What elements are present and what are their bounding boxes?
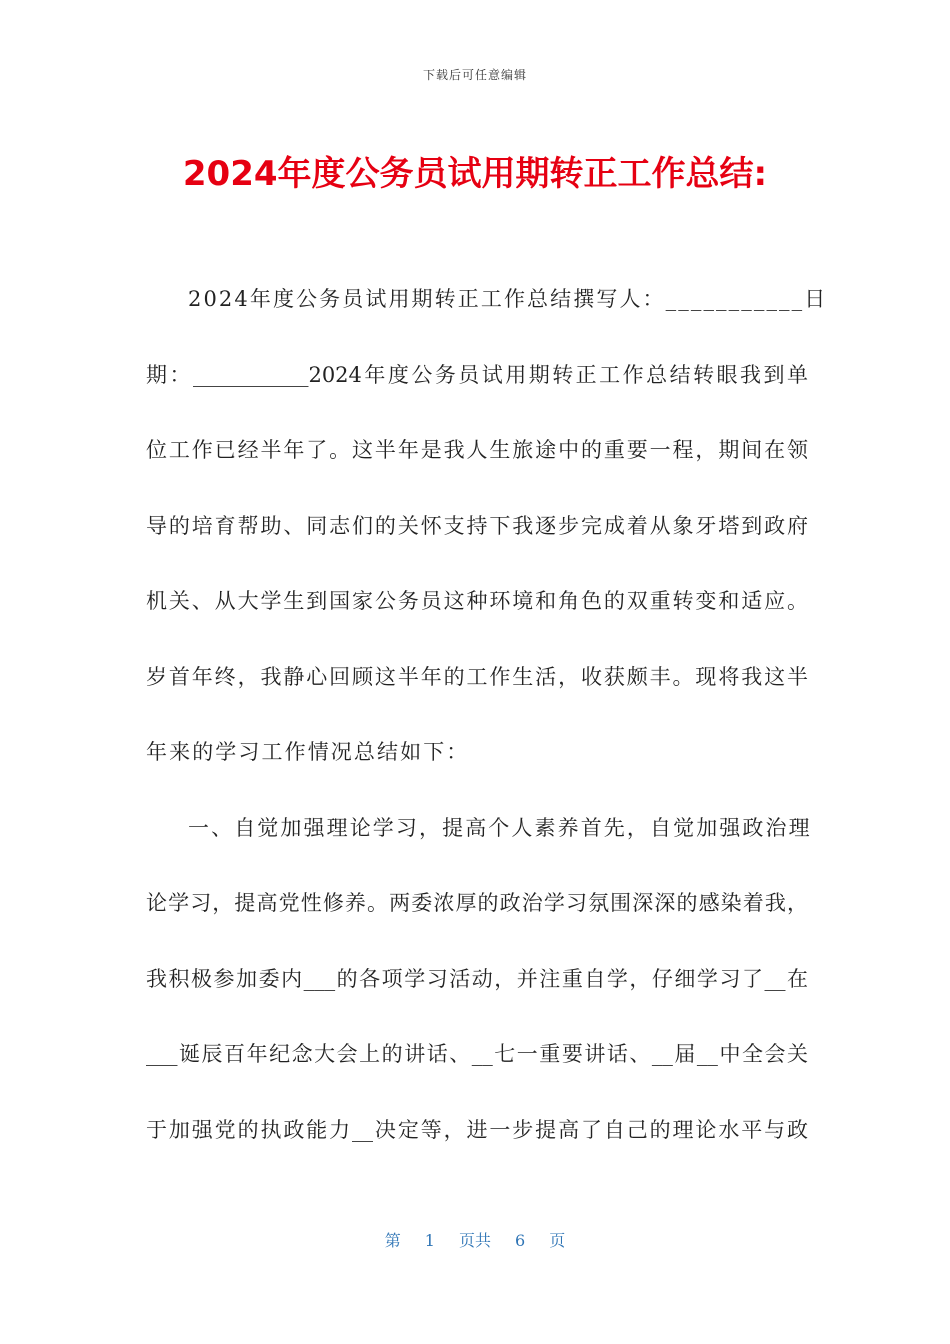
paragraph-line: 于加强党的执政能力__决定等，进一步提高了自己的理论水平与政: [146, 1117, 808, 1142]
paragraph-line: 我积极参加委内___的各项学习活动，并注重自学，仔细学习了__在: [146, 966, 808, 991]
paragraph-line: 导的培育帮助、同志们的关怀支持下我逐步完成着从象牙塔到政府: [146, 513, 808, 538]
paragraph-line: ___诞辰百年纪念大会上的讲话、__七一重要讲话、__届__中全会关: [146, 1042, 808, 1066]
header-note: 下载后可任意编辑: [422, 68, 527, 82]
paragraph-line: 机关、从大学生到国家公务员这种环境和角色的双重转变和适应。: [146, 589, 808, 613]
paragraph-line: 年来的学习工作情况总结如下：: [146, 740, 470, 764]
footer-page-number: 1: [424, 1231, 435, 1250]
paragraph-line: 论学习，提高党性修养。两委浓厚的政治学习氛围深深的感染着我，: [146, 891, 808, 915]
document-body: [146, 279, 828, 1185]
document-title: 2024年度公务员试用期转正工作总结:: [182, 154, 768, 194]
paragraph-line: 一、自觉加强理论学习，提高个人素养首先，自觉加强政治理: [188, 815, 812, 840]
paragraph-line: 岁首年终，我静心回顾这半年的工作生活，收获颇丰。现将我这半: [146, 664, 808, 689]
footer-page-suffix: 页: [549, 1231, 566, 1250]
paragraph-line: 2024年度公务员试用期转正工作总结撰写人：___________日: [188, 287, 828, 311]
footer-total-pages: 6: [515, 1231, 526, 1250]
paragraph-line: 位工作已经半年了。这半年是我人生旅途中的重要一程，期间在领: [146, 438, 808, 462]
footer-page-of-label: 页共: [458, 1231, 491, 1250]
footer-page-label: 第: [384, 1231, 401, 1250]
page-footer: [0, 1228, 950, 1251]
paragraph-line: 期：___________2024年度公务员试用期转正工作总结转眼我到单: [146, 362, 808, 387]
